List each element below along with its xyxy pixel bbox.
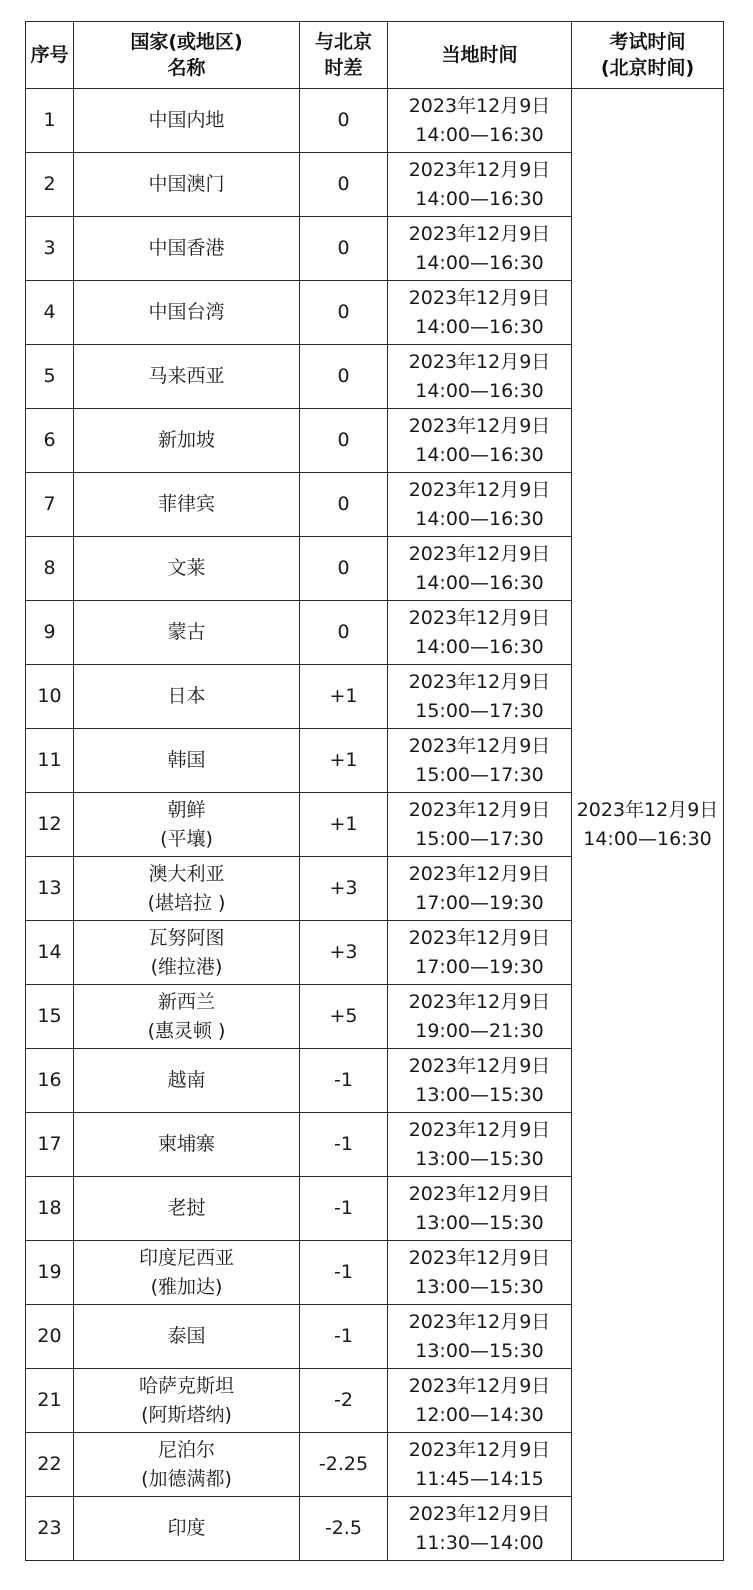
row-number: 17: [26, 1113, 74, 1177]
row-number: 19: [26, 1241, 74, 1305]
row-number: 22: [26, 1433, 74, 1497]
time-difference: -2: [300, 1369, 388, 1433]
region-name: 韩国: [74, 729, 300, 793]
local-time: 2023年12月9日 15:00—17:30: [388, 665, 572, 729]
time-difference: -1: [300, 1177, 388, 1241]
time-difference: +3: [300, 921, 388, 985]
region-name: 中国内地: [74, 89, 300, 153]
region-name: 印度尼西亚 (雅加达): [74, 1241, 300, 1305]
region-name: 越南: [74, 1049, 300, 1113]
header-row: [26, 22, 724, 89]
time-difference: 0: [300, 473, 388, 537]
region-name: 中国澳门: [74, 153, 300, 217]
local-time: 2023年12月9日 15:00—17:30: [388, 729, 572, 793]
table-body: [26, 89, 724, 1561]
row-number: 16: [26, 1049, 74, 1113]
row-number: 13: [26, 857, 74, 921]
local-time: 2023年12月9日 11:45—14:15: [388, 1433, 572, 1497]
row-number: 1: [26, 89, 74, 153]
time-difference: +1: [300, 793, 388, 857]
time-difference: +3: [300, 857, 388, 921]
local-time: 2023年12月9日 17:00—19:30: [388, 921, 572, 985]
time-difference: -1: [300, 1113, 388, 1177]
time-difference: -1: [300, 1241, 388, 1305]
region-name: 马来西亚: [74, 345, 300, 409]
region-name: 澳大利亚 (堪培拉 ): [74, 857, 300, 921]
region-name: 柬埔寨: [74, 1113, 300, 1177]
region-name: 文莱: [74, 537, 300, 601]
row-number: 20: [26, 1305, 74, 1369]
exam-schedule-table: [25, 21, 724, 1561]
time-difference: -2.5: [300, 1497, 388, 1561]
time-difference: +1: [300, 665, 388, 729]
row-number: 7: [26, 473, 74, 537]
region-name: 中国台湾: [74, 281, 300, 345]
region-name: 泰国: [74, 1305, 300, 1369]
row-number: 14: [26, 921, 74, 985]
row-number: 2: [26, 153, 74, 217]
header-exam: 考试时间 (北京时间): [572, 22, 724, 89]
time-difference: 0: [300, 217, 388, 281]
row-number: 6: [26, 409, 74, 473]
row-number: 15: [26, 985, 74, 1049]
local-time: 2023年12月9日 17:00—19:30: [388, 857, 572, 921]
header-diff: 与北京 时差: [300, 22, 388, 89]
local-time: 2023年12月9日 13:00—15:30: [388, 1113, 572, 1177]
row-number: 4: [26, 281, 74, 345]
region-name: 老挝: [74, 1177, 300, 1241]
local-time: 2023年12月9日 14:00—16:30: [388, 153, 572, 217]
row-number: 23: [26, 1497, 74, 1561]
region-name: 瓦努阿图 (维拉港): [74, 921, 300, 985]
row-number: 10: [26, 665, 74, 729]
row-number: 12: [26, 793, 74, 857]
local-time: 2023年12月9日 13:00—15:30: [388, 1177, 572, 1241]
time-difference: -1: [300, 1049, 388, 1113]
local-time: 2023年12月9日 14:00—16:30: [388, 409, 572, 473]
time-difference: +1: [300, 729, 388, 793]
row-number: 5: [26, 345, 74, 409]
time-difference: 0: [300, 345, 388, 409]
region-name: 新加坡: [74, 409, 300, 473]
header-no: 序号: [26, 22, 74, 89]
row-number: 21: [26, 1369, 74, 1433]
time-difference: 0: [300, 153, 388, 217]
local-time: 2023年12月9日 14:00—16:30: [388, 537, 572, 601]
region-name: 印度: [74, 1497, 300, 1561]
time-difference: 0: [300, 89, 388, 153]
time-difference: 0: [300, 281, 388, 345]
region-name: 朝鲜 (平壤): [74, 793, 300, 857]
region-name: 尼泊尔 (加德满都): [74, 1433, 300, 1497]
header-name: 国家(或地区) 名称: [74, 22, 300, 89]
region-name: 新西兰 (惠灵顿 ): [74, 985, 300, 1049]
row-number: 11: [26, 729, 74, 793]
local-time: 2023年12月9日 14:00—16:30: [388, 89, 572, 153]
local-time: 2023年12月9日 14:00—16:30: [388, 217, 572, 281]
time-difference: 0: [300, 537, 388, 601]
header-local: 当地时间: [388, 22, 572, 89]
region-name: 蒙古: [74, 601, 300, 665]
region-name: 中国香港: [74, 217, 300, 281]
local-time: 2023年12月9日 19:00—21:30: [388, 985, 572, 1049]
region-name: 哈萨克斯坦 (阿斯塔纳): [74, 1369, 300, 1433]
table-row: [26, 89, 724, 153]
local-time: 2023年12月9日 13:00—15:30: [388, 1241, 572, 1305]
time-difference: 0: [300, 601, 388, 665]
row-number: 8: [26, 537, 74, 601]
local-time: 2023年12月9日 14:00—16:30: [388, 345, 572, 409]
local-time: 2023年12月9日 11:30—14:00: [388, 1497, 572, 1561]
time-difference: +5: [300, 985, 388, 1049]
local-time: 2023年12月9日 14:00—16:30: [388, 281, 572, 345]
region-name: 菲律宾: [74, 473, 300, 537]
local-time: 2023年12月9日 14:00—16:30: [388, 601, 572, 665]
time-difference: -2.25: [300, 1433, 388, 1497]
time-difference: -1: [300, 1305, 388, 1369]
row-number: 9: [26, 601, 74, 665]
local-time: 2023年12月9日 12:00—14:30: [388, 1369, 572, 1433]
row-number: 3: [26, 217, 74, 281]
local-time: 2023年12月9日 14:00—16:30: [388, 473, 572, 537]
row-number: 18: [26, 1177, 74, 1241]
region-name: 日本: [74, 665, 300, 729]
time-difference: 0: [300, 409, 388, 473]
local-time: 2023年12月9日 15:00—17:30: [388, 793, 572, 857]
exam-time-beijing: 2023年12月9日 14:00—16:30: [572, 89, 724, 1561]
table-header: [26, 22, 724, 89]
local-time: 2023年12月9日 13:00—15:30: [388, 1049, 572, 1113]
local-time: 2023年12月9日 13:00—15:30: [388, 1305, 572, 1369]
